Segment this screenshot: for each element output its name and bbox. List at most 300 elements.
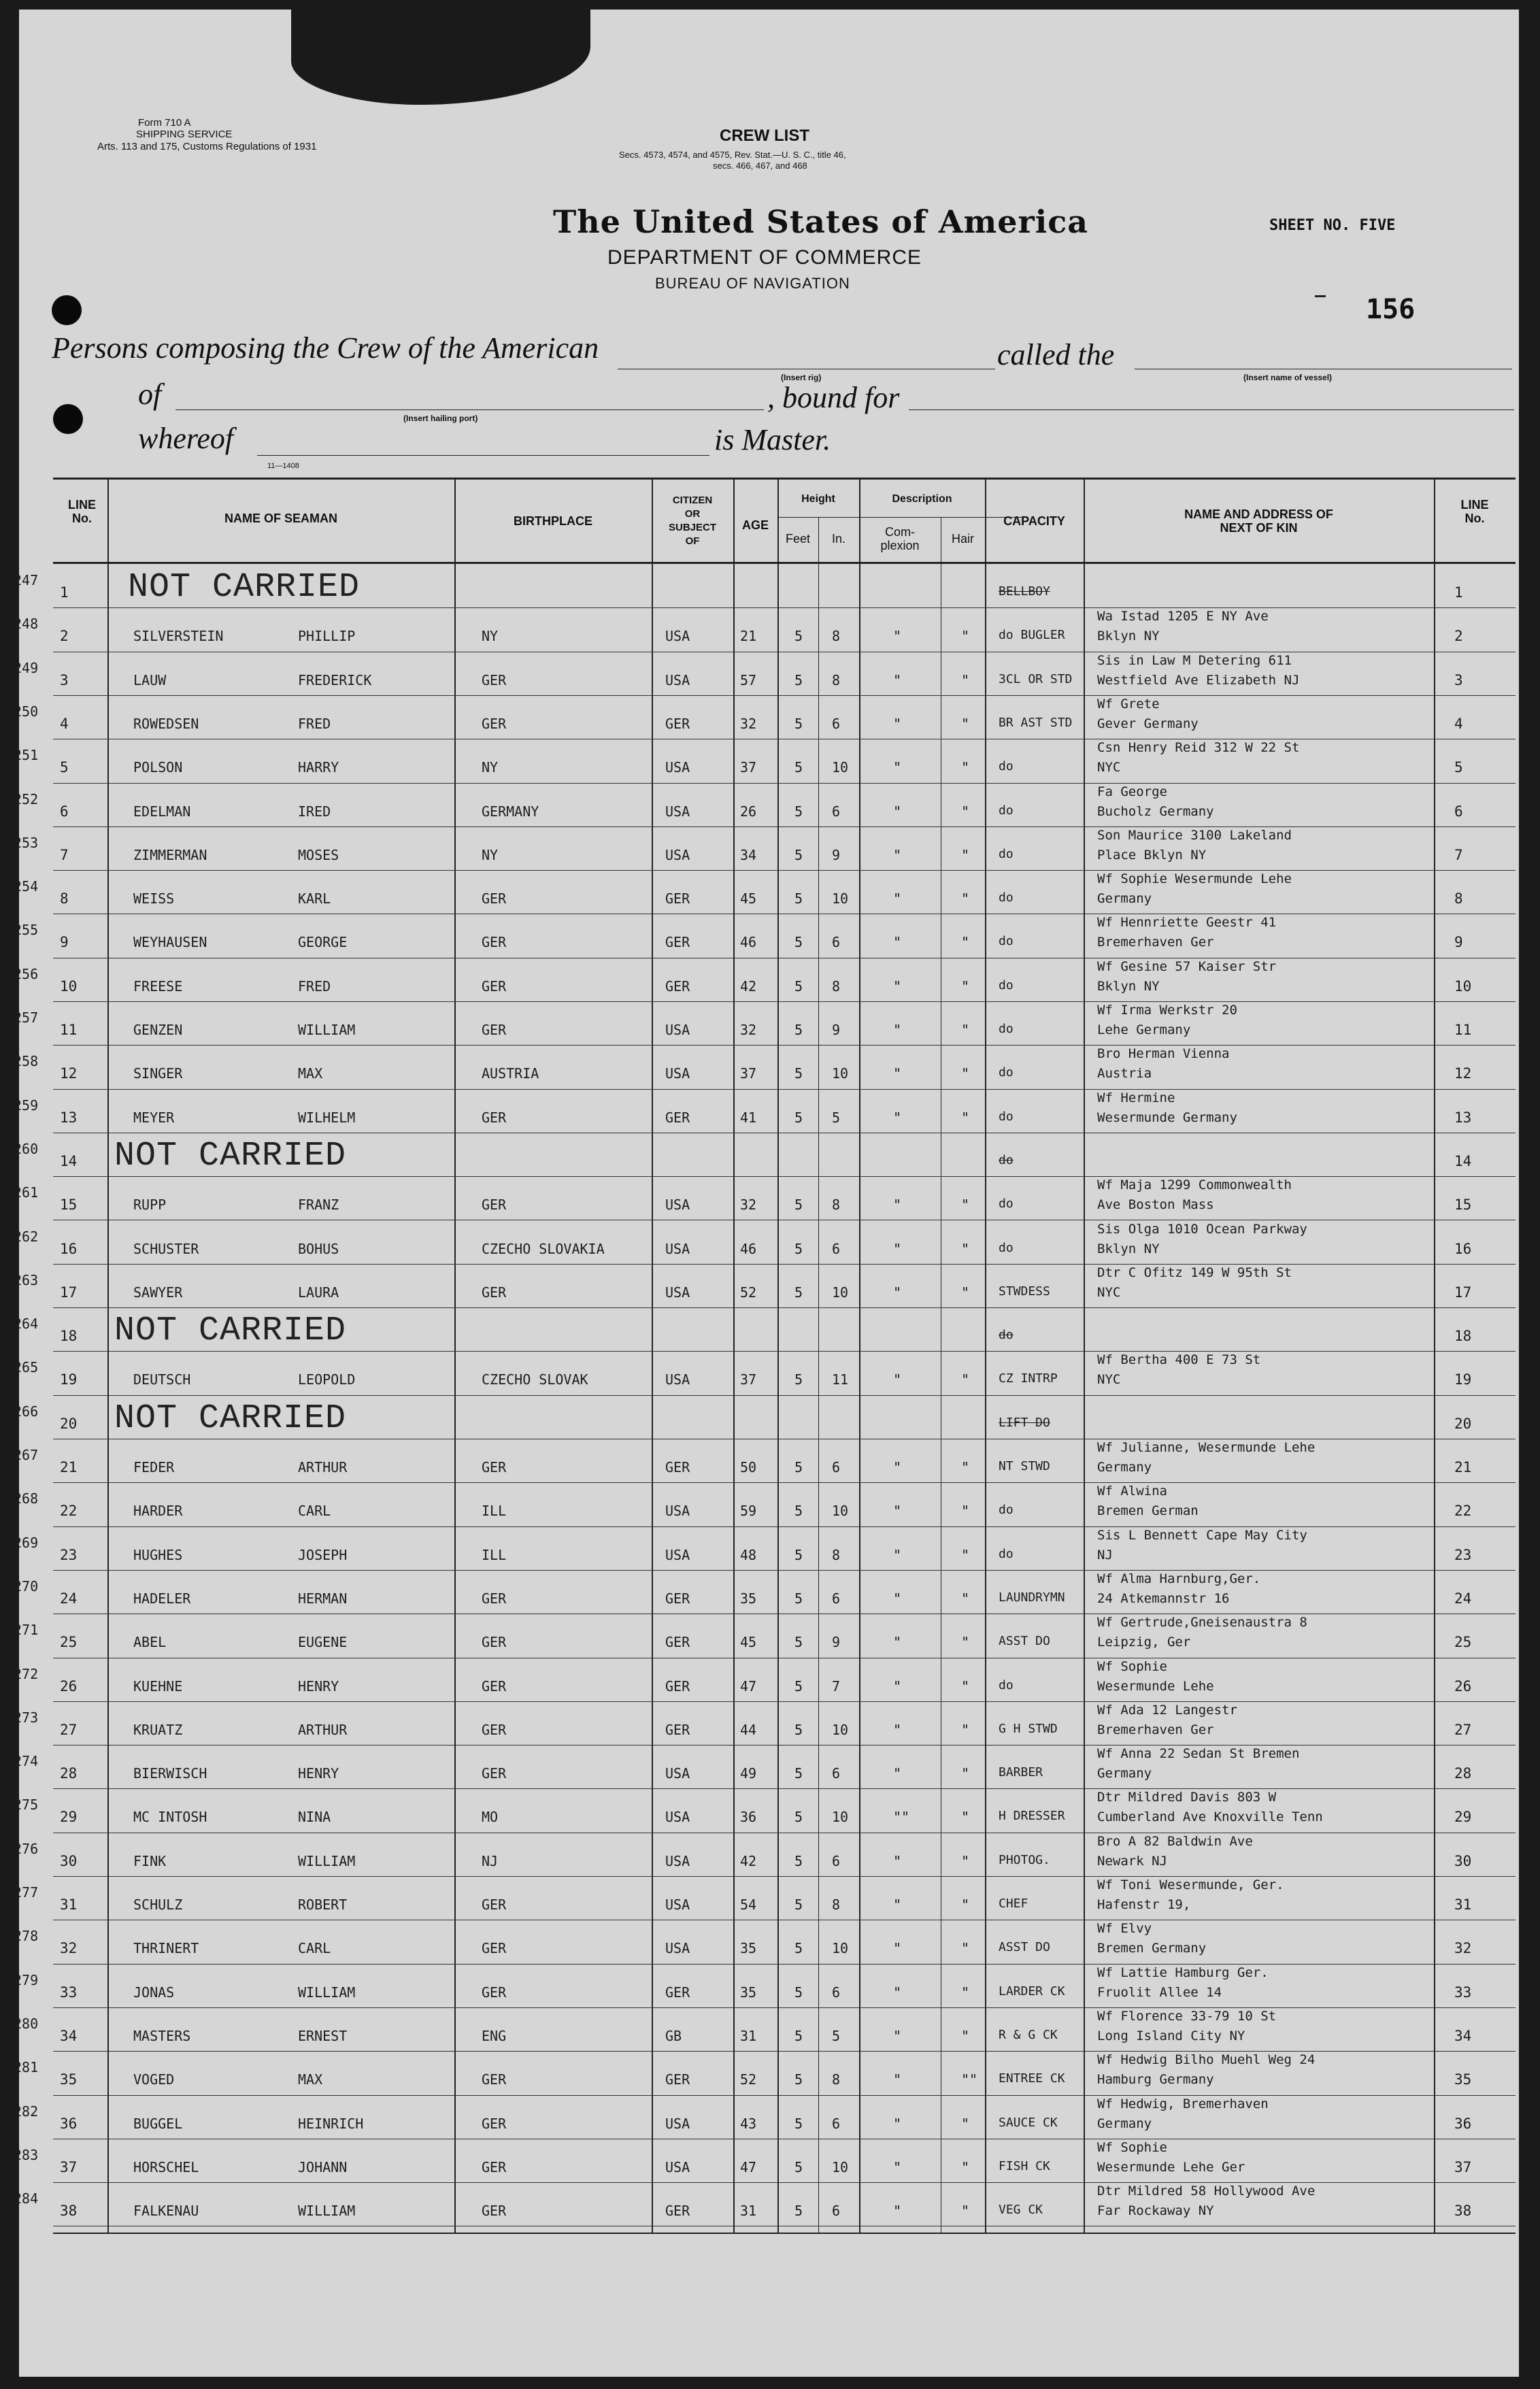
page-line-number: 275 — [14, 1797, 39, 1813]
age: 57 — [740, 672, 757, 688]
next-of-kin-address: Bklyn NY — [1097, 629, 1160, 644]
seaman-given-name: JOSEPH — [298, 1547, 348, 1563]
line-number: 22 — [60, 1503, 78, 1519]
capacity: do — [999, 978, 1014, 992]
seaman-given-name: MAX — [298, 2071, 323, 2088]
height-inches: 10 — [832, 890, 849, 907]
height-inches: 10 — [832, 1940, 849, 1956]
hair: " — [961, 1241, 970, 1257]
height-inches: 8 — [832, 1897, 841, 1913]
complexion: " — [893, 716, 902, 732]
col-divider-10 — [1084, 478, 1085, 2233]
next-of-kin-address: Bklyn NY — [1097, 1241, 1160, 1256]
line-number-right: 20 — [1454, 1416, 1472, 1432]
seaman-surname: POLSON — [133, 759, 183, 775]
next-of-kin-name: Sis Olga 1010 Ocean Parkway — [1097, 1222, 1307, 1237]
complexion: " — [893, 628, 902, 644]
birthplace: MO — [482, 1809, 499, 1825]
seaman-surname: HADELER — [133, 1590, 191, 1607]
table-header-rule — [53, 562, 1516, 564]
line-number: 1 — [60, 584, 69, 601]
next-of-kin-address: Ave Boston Mass — [1097, 1197, 1214, 1212]
age: 37 — [740, 1371, 757, 1388]
line-number: 15 — [60, 1197, 78, 1213]
capacity: BELLBOY — [999, 584, 1050, 599]
next-of-kin-name: Dtr C Ofitz 149 W 95th St — [1097, 1265, 1292, 1280]
col-header-inches: In. — [831, 532, 846, 546]
form-number: Form 710 A — [138, 117, 191, 129]
line-number-right: 8 — [1454, 890, 1463, 907]
birthplace: GER — [482, 716, 507, 732]
age: 34 — [740, 847, 757, 863]
seaman-surname: EDELMAN — [133, 803, 191, 820]
capacity: ENTREE CK — [999, 2071, 1065, 2086]
complexion: " — [893, 1284, 902, 1301]
capacity: do — [999, 1022, 1014, 1036]
capacity: do — [999, 1153, 1014, 1167]
col-divider-11 — [1434, 478, 1435, 2233]
citizenship: USA — [665, 1371, 690, 1388]
hair: " — [961, 1371, 970, 1388]
line-number: 38 — [60, 2203, 78, 2219]
height-inches: 6 — [832, 2116, 841, 2132]
page-line-number: 271 — [14, 1622, 39, 1638]
next-of-kin-name: Fa George — [1097, 784, 1167, 799]
line-number: 18 — [60, 1328, 78, 1344]
birthplace: GER — [482, 1022, 507, 1038]
age: 41 — [740, 1109, 757, 1126]
row-divider — [53, 1264, 1516, 1265]
birthplace: ILL — [482, 1503, 507, 1519]
seaman-given-name: ROBERT — [298, 1897, 348, 1913]
line-number: 34 — [60, 2028, 78, 2044]
citizenship: GER — [665, 1678, 690, 1694]
complexion: " — [893, 1897, 902, 1913]
page-line-number: 268 — [14, 1490, 39, 1507]
seaman-surname: MASTERS — [133, 2028, 191, 2044]
line-number: 24 — [60, 1590, 78, 1607]
complexion: " — [893, 934, 902, 950]
birthplace: GER — [482, 1722, 507, 1738]
complexion: "" — [893, 1809, 910, 1825]
height-feet: 5 — [794, 1547, 803, 1563]
height-feet: 5 — [794, 1765, 803, 1782]
hair: " — [961, 934, 970, 950]
height-feet: 5 — [794, 1984, 803, 2001]
line-number: 13 — [60, 1109, 78, 1126]
seaman-surname: SILVERSTEIN — [133, 628, 224, 644]
height-inches: 6 — [832, 1984, 841, 2001]
col-divider-7 — [859, 478, 860, 2233]
page-line-number: 258 — [14, 1053, 39, 1069]
page-line-number: 269 — [14, 1535, 39, 1551]
torn-corner — [291, 3, 590, 105]
age: 42 — [740, 1853, 757, 1869]
complexion: " — [893, 1853, 902, 1869]
page-number-dash — [1315, 295, 1326, 297]
age: 44 — [740, 1722, 757, 1738]
next-of-kin-name: Wf Julianne, Wesermunde Lehe — [1097, 1440, 1316, 1455]
complexion: " — [893, 1678, 902, 1694]
punch-hole-2 — [53, 404, 83, 434]
age: 32 — [740, 1022, 757, 1038]
height-inches: 8 — [832, 1547, 841, 1563]
birthplace: GER — [482, 1634, 507, 1650]
citizenship: USA — [665, 1197, 690, 1213]
citizenship: USA — [665, 1853, 690, 1869]
row-divider — [53, 1788, 1516, 1789]
next-of-kin-address: Bklyn NY — [1097, 979, 1160, 994]
seaman-given-name: HEINRICH — [298, 2116, 364, 2132]
age: 50 — [740, 1459, 757, 1475]
age: 48 — [740, 1547, 757, 1563]
complexion: " — [893, 1634, 902, 1650]
seaman-given-name: FRANZ — [298, 1197, 339, 1213]
next-of-kin-address: Wesermunde Lehe — [1097, 1679, 1214, 1694]
seaman-given-name: ERNEST — [298, 2028, 348, 2044]
age: 46 — [740, 934, 757, 950]
seaman-given-name: KARL — [298, 890, 331, 907]
next-of-kin-address: Wesermunde Lehe Ger — [1097, 2160, 1245, 2175]
capacity: LARDER CK — [999, 1984, 1065, 1999]
complexion: " — [893, 1984, 902, 2001]
seaman-given-name: WILHELM — [298, 1109, 356, 1126]
line-number: 30 — [60, 1853, 78, 1869]
row-divider — [53, 1001, 1516, 1002]
next-of-kin-name: Wf Gesine 57 Kaiser Str — [1097, 959, 1277, 974]
line-number-right: 29 — [1454, 1809, 1472, 1825]
height-inches: 9 — [832, 1022, 841, 1038]
next-of-kin-name: Bro Herman Vienna — [1097, 1046, 1230, 1061]
birthplace: GER — [482, 2203, 507, 2219]
height-feet: 5 — [794, 2028, 803, 2044]
hair: " — [961, 759, 970, 775]
row-divider — [53, 1089, 1516, 1090]
citizenship: USA — [665, 1940, 690, 1956]
complexion: " — [893, 2071, 902, 2088]
hair: " — [961, 1197, 970, 1213]
page-line-number: 281 — [14, 2059, 39, 2075]
row-divider — [53, 1176, 1516, 1177]
seaman-given-name: FREDERICK — [298, 672, 372, 688]
line-number-right: 25 — [1454, 1634, 1472, 1650]
hair: " — [961, 890, 970, 907]
line-number: 25 — [60, 1634, 78, 1650]
height-feet: 5 — [794, 1065, 803, 1082]
seaman-surname: JONAS — [133, 1984, 175, 2001]
next-of-kin-name: Wf Sophie — [1097, 1659, 1167, 1674]
citizenship: USA — [665, 759, 690, 775]
age: 47 — [740, 1678, 757, 1694]
next-of-kin-name: Son Maurice 3100 Lakeland — [1097, 828, 1292, 843]
next-of-kin-address: Gever Germany — [1097, 716, 1199, 731]
row-divider — [53, 1045, 1516, 1046]
col-header-line-no-right: LINE No. — [1460, 498, 1489, 525]
seaman-given-name: ARTHUR — [298, 1459, 348, 1475]
line-number: 16 — [60, 1241, 78, 1257]
citizenship: USA — [665, 1547, 690, 1563]
line-number: 5 — [60, 759, 69, 775]
line-number: 31 — [60, 1897, 78, 1913]
age: 31 — [740, 2203, 757, 2219]
next-of-kin-address: Fruolit Allee 14 — [1097, 1985, 1222, 2000]
line-number: 21 — [60, 1459, 78, 1475]
capacity: do — [999, 803, 1014, 818]
row-divider — [53, 1351, 1516, 1352]
height-feet: 5 — [794, 1109, 803, 1126]
line-number-right: 35 — [1454, 2071, 1472, 2088]
citizenship: USA — [665, 1897, 690, 1913]
next-of-kin-name: Wf Irma Werkstr 20 — [1097, 1003, 1237, 1018]
next-of-kin-name: Bro A 82 Baldwin Ave — [1097, 1834, 1253, 1849]
hair: " — [961, 2116, 970, 2132]
complexion: " — [893, 1109, 902, 1126]
seaman-given-name: CARL — [298, 1940, 331, 1956]
next-of-kin-address: Wesermunde Germany — [1097, 1110, 1237, 1125]
line-number-right: 31 — [1454, 1897, 1472, 1913]
hair: "" — [961, 2071, 978, 2088]
height-feet: 5 — [794, 1241, 803, 1257]
next-of-kin-address: Bremerhaven Ger — [1097, 1722, 1214, 1737]
line-number-right: 7 — [1454, 847, 1463, 863]
citizenship: GER — [665, 1984, 690, 2001]
seaman-given-name: HENRY — [298, 1765, 339, 1782]
col-header-capacity: CAPACITY — [1003, 514, 1065, 528]
row-divider — [53, 826, 1516, 827]
complexion: " — [893, 1765, 902, 1782]
hair: " — [961, 1678, 970, 1694]
citizenship: USA — [665, 1241, 690, 1257]
height-inches: 8 — [832, 672, 841, 688]
complexion: " — [893, 2028, 902, 2044]
page-line-number: 249 — [14, 660, 39, 676]
complexion: " — [893, 1371, 902, 1388]
line-number: 7 — [60, 847, 69, 863]
capacity: CHEF — [999, 1897, 1028, 1911]
line-number-right: 30 — [1454, 1853, 1472, 1869]
capacity: 3CL OR STD — [999, 672, 1073, 686]
birthplace: GER — [482, 2159, 507, 2175]
capacity: NT STWD — [999, 1459, 1050, 1473]
capacity: H DRESSER — [999, 1809, 1065, 1823]
capacity: PHOTOG. — [999, 1853, 1050, 1867]
capacity: do BUGLER — [999, 628, 1065, 642]
seaman-surname: SINGER — [133, 1065, 183, 1082]
next-of-kin-address: Long Island City NY — [1097, 2028, 1245, 2043]
height-inches: 6 — [832, 803, 841, 820]
hair: " — [961, 803, 970, 820]
height-feet: 5 — [794, 1722, 803, 1738]
height-feet: 5 — [794, 1197, 803, 1213]
page-line-number: 270 — [14, 1578, 39, 1594]
height-feet: 5 — [794, 759, 803, 775]
seaman-surname: DEUTSCH — [133, 1371, 191, 1388]
col-header-hair: Hair — [951, 532, 974, 546]
complexion: " — [893, 847, 902, 863]
next-of-kin-name: Sis L Bennett Cape May City — [1097, 1528, 1307, 1543]
birthplace: GERMANY — [482, 803, 539, 820]
seaman-surname: LAUW — [133, 672, 167, 688]
next-of-kin-name: Dtr Mildred 58 Hollywood Ave — [1097, 2184, 1316, 2199]
age: 35 — [740, 1590, 757, 1607]
row-divider — [53, 1701, 1516, 1702]
height-feet: 5 — [794, 1284, 803, 1301]
next-of-kin-address: Germany — [1097, 1460, 1152, 1475]
col-divider-9 — [985, 478, 986, 2233]
age: 43 — [740, 2116, 757, 2132]
row-divider — [53, 695, 1516, 696]
line-number-right: 24 — [1454, 1590, 1472, 1607]
line-number: 6 — [60, 803, 69, 820]
seaman-surname: FINK — [133, 1853, 167, 1869]
complexion: " — [893, 1022, 902, 1038]
next-of-kin-name: Wf Alwina — [1097, 1484, 1167, 1499]
col-divider-2 — [454, 478, 456, 2233]
master-line — [257, 455, 709, 456]
page-number: 156 — [1366, 294, 1416, 325]
is-master-label: is Master. — [714, 423, 831, 456]
seaman-surname: KRUATZ — [133, 1722, 183, 1738]
capacity: BARBER — [999, 1765, 1043, 1780]
birthplace: NJ — [482, 1853, 499, 1869]
row-divider — [53, 1395, 1516, 1396]
height-feet: 5 — [794, 1459, 803, 1475]
seaman-given-name: CARL — [298, 1503, 331, 1519]
page-line-number: 264 — [14, 1316, 39, 1332]
citizenship: USA — [665, 1765, 690, 1782]
height-inches: 8 — [832, 978, 841, 995]
height-feet: 5 — [794, 1022, 803, 1038]
page-line-number: 261 — [14, 1184, 39, 1201]
age: 42 — [740, 978, 757, 995]
row-divider — [53, 2007, 1516, 2008]
height-inches: 11 — [832, 1371, 849, 1388]
next-of-kin-name: Sis in Law M Detering 611 — [1097, 653, 1292, 668]
next-of-kin-name: Wf Florence 33-79 10 St — [1097, 2009, 1277, 2024]
next-of-kin-name: Wf Bertha 400 E 73 St — [1097, 1352, 1261, 1367]
page-line-number: 263 — [14, 1272, 39, 1288]
seaman-given-name: WILLIAM — [298, 1022, 356, 1038]
height-inches: 10 — [832, 1284, 849, 1301]
birthplace: GER — [482, 1984, 507, 2001]
citizenship: GER — [665, 2203, 690, 2219]
punch-hole-1 — [52, 295, 82, 325]
col-header-age: AGE — [741, 518, 769, 532]
citizenship: GER — [665, 1459, 690, 1475]
persons-composing-label: Persons composing the Crew of the American — [52, 331, 599, 365]
height-inches: 6 — [832, 1459, 841, 1475]
capacity: do — [999, 1503, 1014, 1517]
height-feet: 5 — [794, 1853, 803, 1869]
seaman-surname: KUEHNE — [133, 1678, 183, 1694]
citizenship: USA — [665, 1503, 690, 1519]
hair: " — [961, 1547, 970, 1563]
capacity: G H STWD — [999, 1722, 1058, 1736]
height-inches: 10 — [832, 1503, 849, 1519]
hair: " — [961, 1940, 970, 1956]
page-line-number: 278 — [14, 1928, 39, 1944]
col-header-citizen: CITIZEN OR SUBJECT OF — [668, 495, 716, 547]
complexion: " — [893, 1722, 902, 1738]
line-number: 10 — [60, 978, 78, 995]
col-divider-6 — [818, 517, 819, 2233]
line-number: 14 — [60, 1153, 78, 1169]
row-divider — [53, 783, 1516, 784]
row-divider — [53, 1876, 1516, 1877]
next-of-kin-address: Bremerhaven Ger — [1097, 935, 1214, 950]
height-inches: 6 — [832, 1590, 841, 1607]
next-of-kin-name: Wf Maja 1299 Commonwealth — [1097, 1177, 1292, 1192]
birthplace: GER — [482, 1765, 507, 1782]
page-line-number: 282 — [14, 2103, 39, 2120]
height-feet: 5 — [794, 803, 803, 820]
capacity: do — [999, 1678, 1014, 1692]
row-divider — [53, 1526, 1516, 1527]
next-of-kin-name: Wf Hedwig Bilho Muehl Weg 24 — [1097, 2052, 1316, 2067]
height-feet: 5 — [794, 628, 803, 644]
line-number-right: 2 — [1454, 628, 1463, 644]
height-inches: 6 — [832, 1765, 841, 1782]
col-divider-1 — [107, 478, 109, 2233]
col-header-height: Height — [801, 493, 835, 505]
citizenship: GER — [665, 1590, 690, 1607]
seaman-given-name: LAURA — [298, 1284, 339, 1301]
next-of-kin-name: Dtr Mildred Davis 803 W — [1097, 1790, 1277, 1805]
of-label: of — [138, 378, 162, 411]
next-of-kin-address: NYC — [1097, 1285, 1121, 1300]
citizenship: USA — [665, 803, 690, 820]
next-of-kin-address: Bucholz Germany — [1097, 804, 1214, 819]
citizenship: USA — [665, 847, 690, 863]
next-of-kin-name: Wf Grete — [1097, 697, 1160, 712]
insert-port-hint: (Insert hailing port) — [403, 414, 478, 423]
capacity: do — [999, 1547, 1014, 1561]
page-line-number: 273 — [14, 1709, 39, 1726]
birthplace: GER — [482, 1197, 507, 1213]
birthplace: ILL — [482, 1547, 507, 1563]
age: 32 — [740, 716, 757, 732]
line-number-right: 36 — [1454, 2116, 1472, 2132]
seaman-given-name: HERMAN — [298, 1590, 348, 1607]
capacity: do — [999, 759, 1014, 773]
not-carried-stamp: NOT CARRIED — [114, 1399, 347, 1438]
hair: " — [961, 1284, 970, 1301]
row-divider — [53, 870, 1516, 871]
capacity: do — [999, 934, 1014, 948]
birthplace: GER — [482, 672, 507, 688]
height-inches: 10 — [832, 1809, 849, 1825]
complexion: " — [893, 2203, 902, 2219]
line-number: 4 — [60, 716, 69, 732]
citizenship: GER — [665, 978, 690, 995]
row-divider — [53, 2182, 1516, 2183]
citizenship: USA — [665, 1284, 690, 1301]
hair: " — [961, 1590, 970, 1607]
hair: " — [961, 1897, 970, 1913]
row-divider — [53, 2051, 1516, 2052]
age: 37 — [740, 1065, 757, 1082]
line-number: 12 — [60, 1065, 78, 1082]
form-service: SHIPPING SERVICE — [136, 129, 233, 140]
next-of-kin-name: Wf Sophie — [1097, 2140, 1167, 2155]
row-divider — [53, 1307, 1516, 1308]
seaman-given-name: ARTHUR — [298, 1722, 348, 1738]
height-feet: 5 — [794, 716, 803, 732]
age: 36 — [740, 1809, 757, 1825]
seaman-given-name: WILLIAM — [298, 1984, 356, 2001]
next-of-kin-name: Wf Ada 12 Langestr — [1097, 1703, 1237, 1718]
capacity: do — [999, 1197, 1014, 1211]
